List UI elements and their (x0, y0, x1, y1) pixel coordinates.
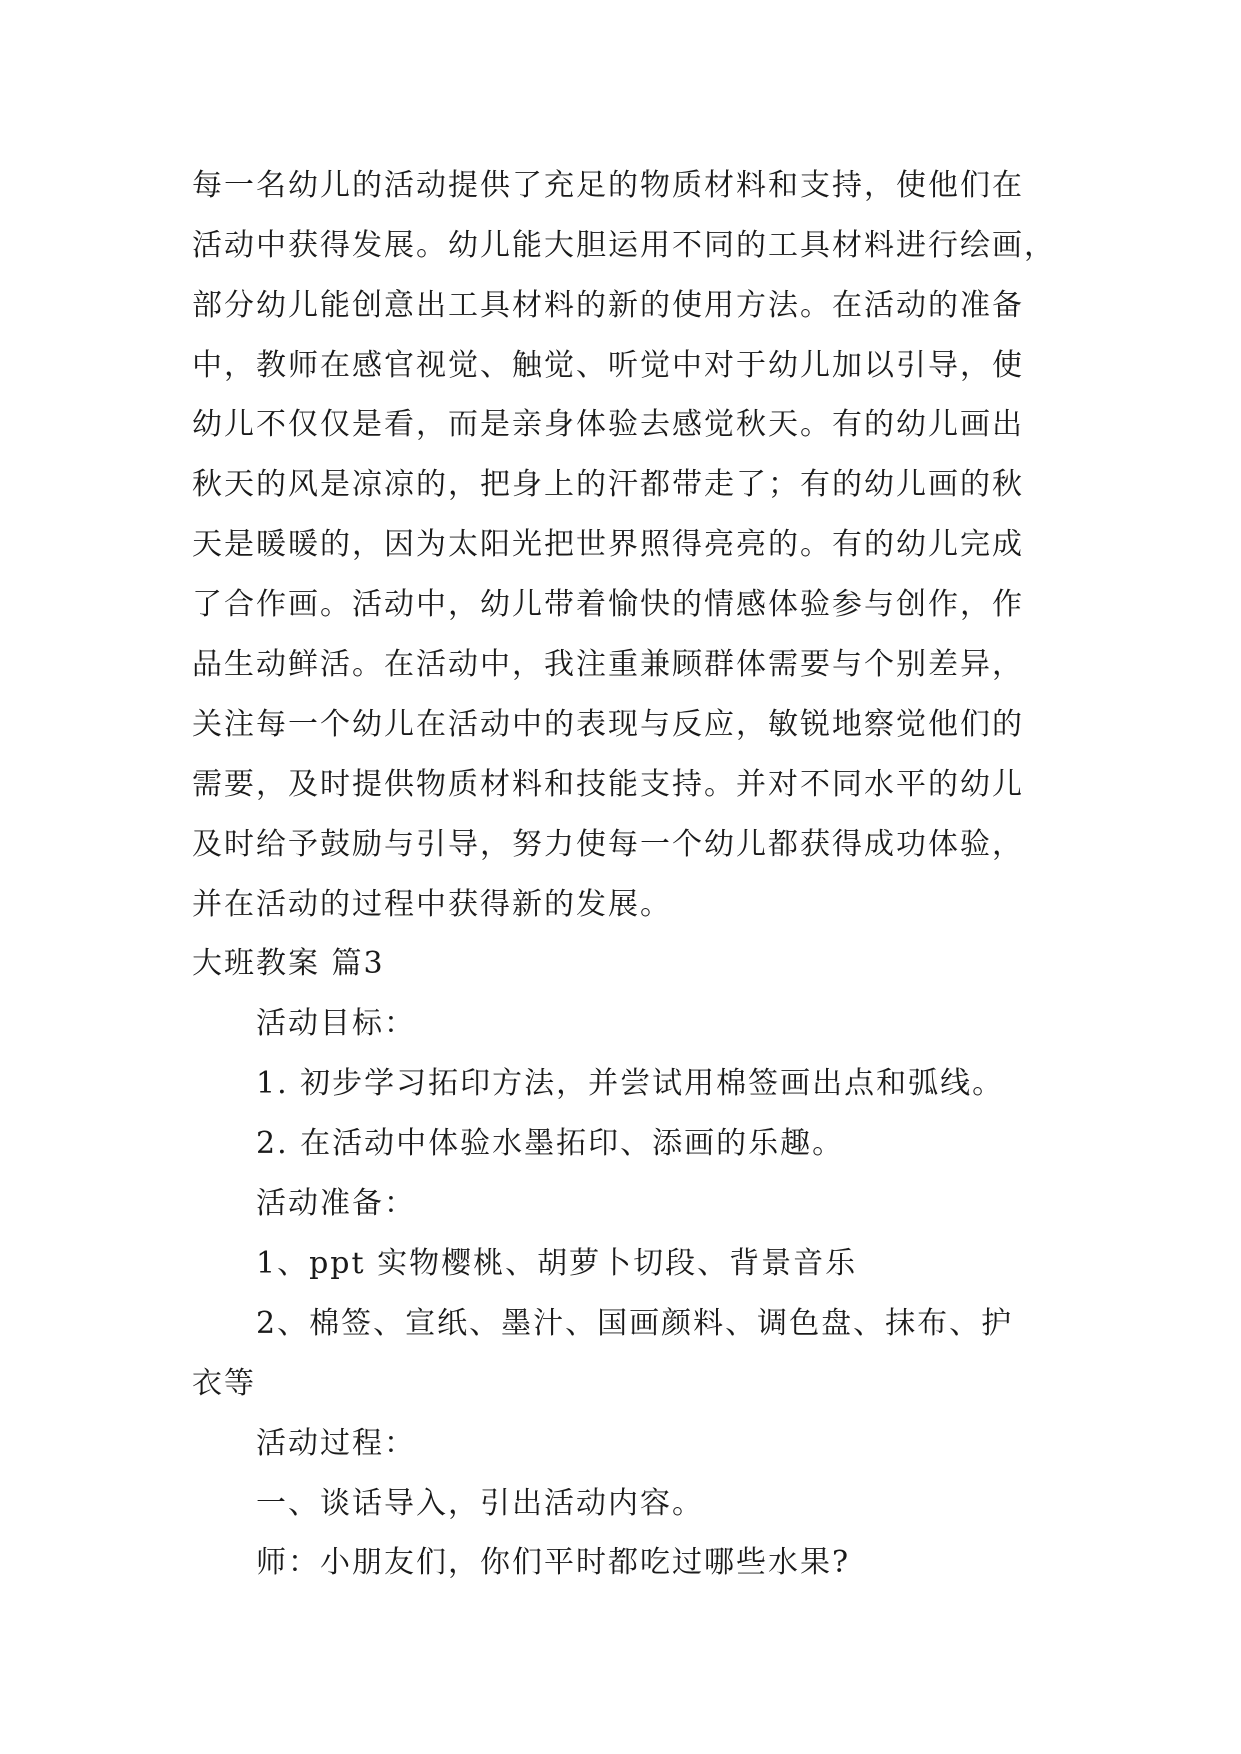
paragraph-line: 品生动鲜活。在活动中，我注重兼顾群体需要与个别差异， (192, 647, 1024, 682)
prep-label: 活动准备： (256, 1186, 416, 1221)
paragraph-line: 并在活动的过程中获得新的发展。 (192, 887, 672, 922)
teacher-question: 师：小朋友们，你们平时都吃过哪些水果? (256, 1545, 851, 1580)
process-step: 一、谈话导入，引出活动内容。 (256, 1486, 704, 1521)
paragraph-line: 天是暖暖的，因为太阳光把世界照得亮亮的。有的幼儿完成 (192, 527, 1024, 562)
process-label: 活动过程： (256, 1426, 416, 1461)
prep-item-continued: 衣等 (192, 1366, 256, 1401)
paragraph-line: 及时给予鼓励与引导，努力使每一个幼儿都获得成功体验， (192, 827, 1024, 862)
paragraph-line: 关注每一个幼儿在活动中的表现与反应，敏锐地察觉他们的 (192, 707, 1024, 742)
paragraph-line: 秋天的风是凉凉的，把身上的汗都带走了；有的幼儿画的秋 (192, 467, 1024, 502)
paragraph-line: 部分幼儿能创意出工具材料的新的使用方法。在活动的准备 (192, 288, 1024, 323)
section-heading: 大班教案 篇3 (192, 946, 385, 981)
prep-item: 1、ppt 实物樱桃、胡萝卜切段、背景音乐 (256, 1246, 858, 1281)
paragraph-line: 幼儿不仅仅是看，而是亲身体验去感觉秋天。有的幼儿画出 (192, 407, 1024, 442)
paragraph-line: 了合作画。活动中，幼儿带着愉快的情感体验参与创作，作 (192, 587, 1024, 622)
paragraph-line: 中，教师在感官视觉、触觉、听觉中对于幼儿加以引导，使 (192, 348, 1024, 383)
prep-item: 2、棉签、宣纸、墨汁、国画颜料、调色盘、抹布、护 (256, 1306, 1014, 1341)
goals-label: 活动目标： (256, 1006, 416, 1041)
paragraph-line: 活动中获得发展。幼儿能大胆运用不同的工具材料进行绘画， (192, 228, 1056, 263)
paragraph-line: 每一名幼儿的活动提供了充足的物质材料和支持，使他们在 (192, 168, 1024, 203)
goal-item: 1. 初步学习拓印方法，并尝试用棉签画出点和弧线。 (256, 1066, 1005, 1101)
goal-item: 2. 在活动中体验水墨拓印、添画的乐趣。 (256, 1126, 845, 1161)
paragraph-line: 需要，及时提供物质材料和技能支持。并对不同水平的幼儿 (192, 767, 1024, 802)
